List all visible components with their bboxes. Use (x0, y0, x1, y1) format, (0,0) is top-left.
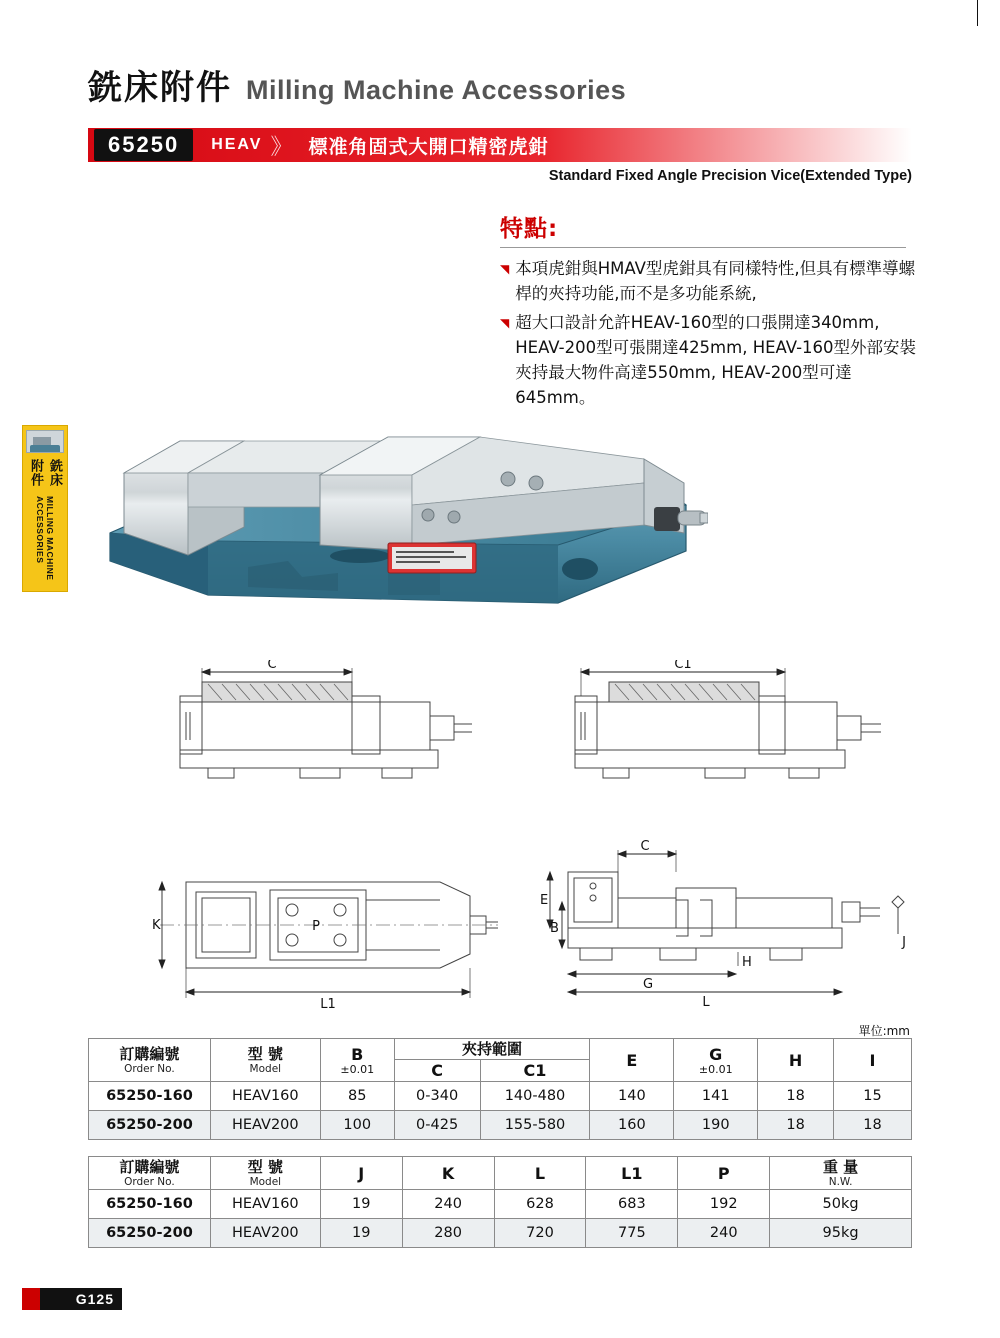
dim-label-b: B (550, 921, 559, 936)
header-c-label: C (431, 1061, 443, 1080)
cell-j: 19 (320, 1190, 402, 1219)
section-side-tab (22, 425, 68, 592)
chevron-right-icon: 》 (270, 133, 289, 159)
cell-l1: 683 (586, 1190, 678, 1219)
header-j-label: J (358, 1163, 365, 1183)
cell-c1: 140-480 (480, 1082, 590, 1111)
header-l-label: L (534, 1163, 546, 1183)
cell-c1: 155-580 (480, 1111, 590, 1140)
cell-b: 100 (320, 1111, 394, 1140)
header-c1-label: C1 (523, 1061, 547, 1080)
drawing-side-view-c (150, 660, 480, 790)
cell-model: HEAV200 (210, 1219, 320, 1248)
page-footer (40, 1288, 122, 1310)
header-b (320, 1039, 394, 1082)
cell-e: 160 (590, 1111, 674, 1140)
cell-h: 18 (758, 1082, 834, 1111)
cell-c: 0-340 (394, 1082, 480, 1111)
cell-model: HEAV200 (210, 1111, 320, 1140)
feature-text: 超大口設計允許HEAV-160型的口張開達340mm, HEAV-200型可張開達425mm, HEAV-160型外部安裝夾持最大物件高達550mm, HEAV-200型可達645mm。 (515, 313, 917, 407)
header-g (674, 1039, 758, 1082)
header-order-no (89, 1039, 211, 1082)
header-b-tolerance: ±0.01 (340, 1062, 375, 1076)
header-g-tolerance: ±0.01 (698, 1062, 733, 1076)
dim-label-e: E (540, 893, 549, 908)
table-header-row (89, 1039, 912, 1060)
cell-k: 240 (402, 1190, 494, 1219)
drawing-side-view-c1 (545, 660, 885, 790)
cell-model: HEAV160 (210, 1190, 320, 1219)
crop-mark (977, 0, 978, 26)
header-model-cn: 型 號 (247, 1045, 283, 1063)
header-clamp-range (394, 1039, 590, 1060)
cell-c: 0-425 (394, 1111, 480, 1140)
dim-label-c1: C1 (674, 660, 692, 672)
header-c (394, 1060, 480, 1082)
header-weight (770, 1157, 912, 1190)
header-p (678, 1157, 770, 1190)
product-code: 65250 (94, 129, 193, 161)
cell-l: 628 (494, 1190, 586, 1219)
product-name-cn: 標准角固式大開口精密虎鉗 (308, 135, 549, 158)
header-l1 (586, 1157, 678, 1190)
cell-p: 192 (678, 1190, 770, 1219)
dim-label-h: H (742, 955, 752, 970)
header-k (402, 1157, 494, 1190)
cell-l1: 775 (586, 1219, 678, 1248)
dim-label-p: P (312, 919, 320, 934)
cell-j: 19 (320, 1219, 402, 1248)
header-h (758, 1039, 834, 1082)
drawing-front-view (520, 840, 920, 1015)
header-weight-en: N.W. (828, 1176, 853, 1188)
header-e-label: E (626, 1050, 638, 1070)
page-title-en: Milling Machine Accessories (246, 75, 627, 105)
header-p-label: P (717, 1163, 730, 1183)
product-series: HEAV (211, 136, 263, 153)
cell-order-no: 65250-160 (89, 1082, 211, 1111)
footer-accent-bar (22, 1288, 42, 1310)
header-clamp-range-cn: 夾持範圍 (462, 1040, 523, 1058)
features-divider (500, 247, 906, 248)
feature-item (500, 256, 920, 306)
header-model-en: Model (249, 1063, 282, 1075)
header-order-no-cn: 訂購編號 (119, 1045, 180, 1063)
header-j (320, 1157, 402, 1190)
header-l (494, 1157, 586, 1190)
dim-label-g: G (642, 977, 654, 992)
side-tab-label-cn: 銑床附件 (28, 458, 62, 487)
spec-table-2 (88, 1156, 912, 1248)
header-b-label: B (351, 1044, 364, 1064)
dim-label-k: K (152, 918, 161, 933)
cell-weight: 95kg (770, 1219, 912, 1248)
cell-weight: 50kg (770, 1190, 912, 1219)
header-i-label: I (869, 1050, 876, 1070)
cell-order-no: 65250-200 (89, 1111, 211, 1140)
header-order-no-en: Order No. (124, 1063, 175, 1075)
table-row (89, 1190, 912, 1219)
bullet-arrow-icon: ◥ (500, 262, 510, 276)
header-i (834, 1039, 912, 1082)
header-order-no-cn: 訂購編號 (119, 1158, 180, 1176)
vice-thumbnail-icon (26, 430, 64, 453)
header-model (210, 1039, 320, 1082)
cell-i: 15 (834, 1082, 912, 1111)
header-model-cn: 型 號 (247, 1158, 283, 1176)
bullet-arrow-icon: ◥ (500, 316, 510, 330)
product-banner (88, 128, 912, 162)
page-number: G125 (75, 1291, 114, 1307)
dim-label-l1: L1 (320, 997, 336, 1010)
cell-g: 141 (674, 1082, 758, 1111)
header-g-label: G (709, 1044, 723, 1064)
table-row (89, 1219, 912, 1248)
dim-label-l: L (702, 995, 710, 1010)
cell-k: 280 (402, 1219, 494, 1248)
product-name-en: Standard Fixed Angle Precision Vice(Extended Type) (548, 168, 912, 184)
cell-h: 18 (758, 1111, 834, 1140)
header-weight-cn: 重 量 (822, 1158, 859, 1176)
header-h-label: H (788, 1050, 803, 1070)
dim-label-j: J (902, 935, 906, 950)
page-title (88, 60, 626, 109)
product-photo (88, 355, 708, 645)
feature-text: 本項虎鉗與HMAV型虎鉗具有同樣特性,但具有標準導螺桿的夾持功能,而不是多功能系統, (515, 259, 916, 303)
cell-g: 190 (674, 1111, 758, 1140)
header-c1 (480, 1060, 590, 1082)
dim-label-c: C (267, 660, 277, 672)
spec-table-1 (88, 1038, 912, 1140)
header-order-no (89, 1157, 211, 1190)
cell-order-no: 65250-160 (89, 1190, 211, 1219)
cell-p: 240 (678, 1219, 770, 1248)
table-row (89, 1111, 912, 1140)
cell-e: 140 (590, 1082, 674, 1111)
dim-label-c-front: C (640, 840, 650, 854)
cell-b: 85 (320, 1082, 394, 1111)
header-order-no-en: Order No. (124, 1176, 175, 1188)
table-row (89, 1082, 912, 1111)
page-title-cn: 銑床附件 (88, 68, 232, 108)
unit-note: 單位:mm (858, 1024, 910, 1038)
header-model-en: Model (249, 1176, 282, 1188)
header-model (210, 1157, 320, 1190)
cell-order-no: 65250-200 (89, 1219, 211, 1248)
header-k-label: K (441, 1163, 455, 1183)
header-l1-label: L1 (621, 1163, 643, 1183)
features-title: 特點: (500, 216, 559, 242)
cell-l: 720 (494, 1219, 586, 1248)
cell-i: 18 (834, 1111, 912, 1140)
drawing-plan-view (140, 850, 500, 1010)
header-e (590, 1039, 674, 1082)
cell-model: HEAV160 (210, 1082, 320, 1111)
side-tab-label-en: MILLING MACHINE ACCESSORIES (35, 496, 55, 581)
table-header-row (89, 1157, 912, 1190)
